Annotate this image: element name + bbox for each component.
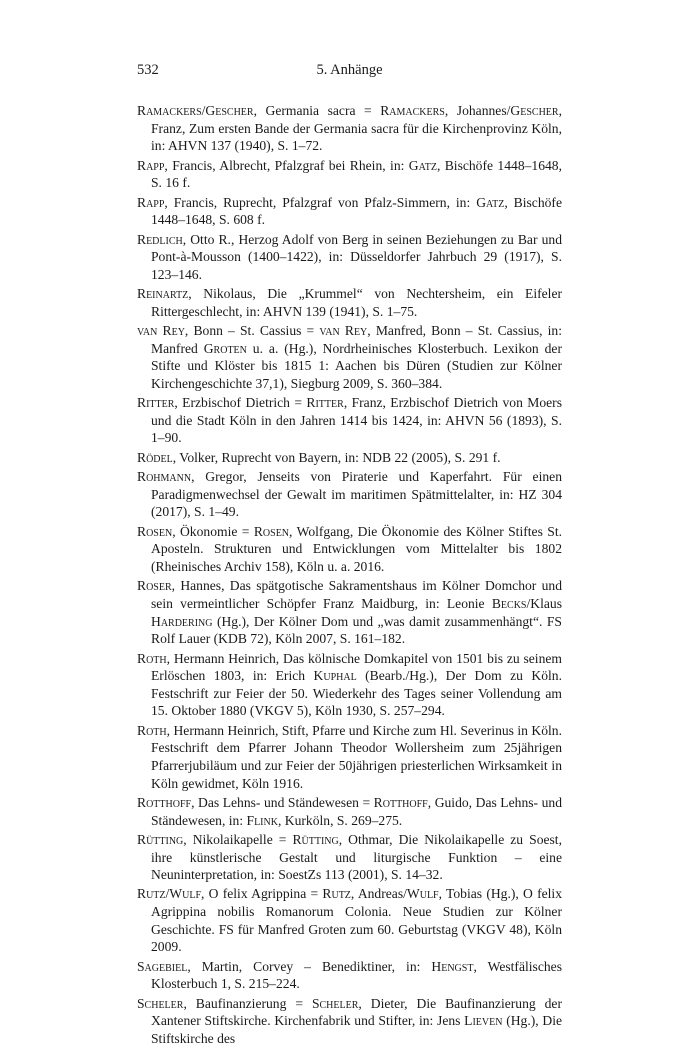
bibliography-entry [137, 102, 562, 155]
entry-text: , Othmar, Die Nikolaikapelle zu Soest, ihre künstlerische Gestalt und liturgische Funktion – eine Neuninterpretation, in: SoestZs 113 (2001), S. 14–32. [151, 831, 562, 883]
author-name: van Rey [137, 323, 185, 339]
page-number: 532 [137, 62, 159, 78]
author-name: Groten [203, 340, 247, 356]
author-name: Hengst [431, 958, 474, 974]
bibliography-entry [137, 394, 562, 447]
author-name: Sagebiel [137, 958, 188, 974]
entry-text: , Tobias (Hg.), O felix Agrippina nobilis Romanorum Colonia. Neue Studien zur Kölner Geschichte. FS für Manfred Groten zum 60. Geburtstag (VKGV 48), Köln 2009. [151, 886, 562, 955]
entry-text: , Andreas/ [350, 886, 407, 902]
author-name: Rotthoff [137, 794, 192, 810]
entry-text: , Kurköln, S. 269–275. [277, 812, 403, 828]
bibliography-entry [137, 449, 562, 467]
author-name: Becks [491, 596, 527, 611]
author-name: Roth [137, 650, 167, 666]
bibliography-entry [137, 194, 562, 229]
entry-text: , Martin, Corvey – Benediktiner, in: [187, 958, 432, 974]
entry-text: (Bearb./Hg.), Der Dom zu Köln. Festschrift zur Feier der 50. Wiederkehr des Tages seiner Vollendung am 15. Oktober 1880 (VKGV 5), Köln 1930, S. 257–294. [151, 668, 563, 719]
author-name: Gatz [408, 157, 437, 173]
entry-text: (Hg.), Die Stiftskirche des [151, 1013, 563, 1046]
entry-text: , Ökonomie = [172, 523, 254, 539]
author-name: Rapp [137, 194, 165, 210]
entry-text: , Dieter, Die Baufinanzierung der Xantener Stiftskirche. Kirchenfabrik und Stifter, in: Jens [151, 995, 562, 1029]
author-name: Gescher [510, 103, 559, 118]
author-name: Rutz/Wulf [137, 886, 202, 902]
entry-text: , Otto R., Herzog Adolf von Berg in seinen Beziehungen zu Bar und Pont-à-Mousson (1400–1422), in: Düsseldorfer Jahrbuch 29 (1917), S. 123–146. [151, 231, 562, 282]
author-name: Wulf [406, 886, 439, 902]
author-name: Scheler [311, 995, 359, 1011]
author-name: Redlich [137, 231, 183, 247]
author-name: Roth [137, 722, 167, 738]
bibliography-entry [137, 650, 562, 720]
author-name: Reinartz [137, 286, 189, 302]
author-name: Rütting [137, 831, 184, 847]
author-name: Rödel [137, 449, 173, 465]
entry-text: , Gregor, Jenseits von Piraterie und Kaperfahrt. Für einen Paradigmenwechsel der Gewalt im maritimen Spätmittelalter, in: HZ 304 (2017), S. 1–49. [151, 469, 562, 520]
entry-text: , O felix Agrippina = [201, 886, 323, 902]
entry-text: u. a. (Hg.), Nordrheinisches Klosterbuch. Lexikon der Stifte und Klöster bis 1815 1: Aachen bis Düren (Studien zur Kölner Kirchengeschichte 37,1), Siegburg 2009, S. 360–384. [151, 340, 562, 391]
entry-text: , Hermann Heinrich, Stift, Pfarre und Kirche zum Hl. Severinus in Köln. Festschrift dem Pfarrer Johann Theodor Wollersheim zum 25jährigen Pfarrerjubiläum und zur Feier der 50jährigen priesterlichen Wirksamkeit in Köln gewidmet, Köln 1916. [151, 722, 562, 791]
author-name: Gatz [476, 194, 505, 210]
author-name: Rotthoff [373, 794, 428, 810]
entry-text: , Francis, Ruprecht, Pfalzgraf von Pfalz-Simmern, in: [164, 194, 477, 210]
author-name: Rütting [292, 831, 339, 847]
entry-text: , Erzbischof Dietrich = [174, 395, 307, 411]
author-name: Ramackers [380, 103, 445, 118]
entry-text: /Klaus [526, 596, 562, 611]
entry-text: , Franz, Zum ersten Bande der Germania sacra für die Kirchenprovinz Köln, in: AHVN 137 (1940), S. 1–72. [151, 103, 562, 154]
author-name: Ramackers/Gescher [137, 103, 254, 118]
author-name: Kuphal [313, 668, 357, 684]
author-name: Roser [137, 578, 172, 594]
entry-text: , Guido, Das Lehns- und Ständewesen, in: [151, 794, 562, 828]
author-name: Ritter [306, 395, 344, 411]
entry-text: , Nikolaikapelle = [183, 831, 293, 847]
author-name: Ritter [137, 395, 175, 411]
author-name: Hardering [151, 613, 213, 629]
bibliography-list [137, 102, 562, 1049]
entry-text: , Bonn – St. Cassius = [184, 323, 320, 339]
author-name: van Rey [319, 323, 368, 339]
bibliography-entry [137, 285, 562, 320]
bibliography-entry [137, 468, 562, 521]
bibliography-entry [137, 577, 562, 647]
author-name: Flink [246, 812, 278, 828]
entry-text: , Nikolaus, Die „Krummel“ von Nechtersheim, ein Eifeler Rittergeschlecht, in: AHVN 139 (1941), S. 1–75. [151, 286, 562, 319]
author-name: Rapp [137, 157, 165, 173]
author-name: Scheler [137, 995, 184, 1011]
entry-text: , Baufinanzierung = [183, 995, 312, 1011]
bibliography-entry [137, 523, 562, 576]
bibliography-entry [137, 322, 562, 392]
author-name: Rutz [322, 886, 351, 902]
entry-text: , Hermann Heinrich, Das kölnische Domkapitel von 1501 bis zu seinem Erlöschen 1803, in: Erich [151, 650, 562, 684]
bibliography-entry [137, 794, 562, 829]
author-name: Lieven [464, 1013, 503, 1029]
entry-text: (Hg.), Der Kölner Dom und „was damit zusammenhängt“. FS Rolf Lauer (KDB 72), Köln 2007, S. 161–182. [151, 613, 562, 647]
author-name: Rohmann [137, 469, 192, 485]
entry-text: , Bischöfe 1448–1648, S. 16 f. [151, 157, 562, 191]
entry-text: , Wolfgang, Die Ökonomie des Kölner Stiftes St. Aposteln. Strukturen und Entwicklungen vom Mittelalter bis 1802 (Rheinisches Archiv 158), Köln u. a. 2016. [151, 523, 562, 575]
bibliography-entry [137, 885, 562, 955]
entry-text: , Westfälisches Klosterbuch 1, S. 215–224. [151, 958, 562, 992]
bibliography-entry [137, 722, 562, 792]
entry-text: , Das Lehns- und Ständewesen = [191, 794, 374, 810]
entry-text: , Manfred, Bonn – St. Cassius, in: Manfred [151, 323, 563, 356]
entry-text: , Bischöfe 1448–1648, S. 608 f. [151, 194, 562, 228]
bibliography-entry [137, 995, 562, 1048]
author-name: Rosen [137, 523, 173, 539]
bibliography-entry [137, 231, 562, 284]
entry-text: , Francis, Albrecht, Pfalzgraf bei Rhein, in: [164, 157, 409, 173]
entry-text: , Hannes, Das spätgotische Sakramentshaus im Kölner Domchor und sein vermeintlicher Schöpfer Franz Maidburg, in: Leonie [151, 578, 562, 611]
entry-text: , Germania sacra = [253, 103, 381, 118]
running-title: 5. Anhänge [316, 62, 383, 78]
bibliography-entry [137, 157, 562, 192]
author-name: Rosen [253, 523, 290, 539]
entry-text: , Volker, Ruprecht von Bayern, in: NDB 22 (2005), S. 291 f. [172, 449, 501, 465]
entry-text: , Johannes/ [444, 103, 511, 118]
entry-text: , Franz, Erzbischof Dietrich von Moers und die Stadt Köln in den Jahren 1414 bis 1424, in: AHVN 56 (1893), S. 1–90. [151, 395, 562, 446]
bibliography-entry [137, 831, 562, 884]
page-header [137, 62, 562, 82]
